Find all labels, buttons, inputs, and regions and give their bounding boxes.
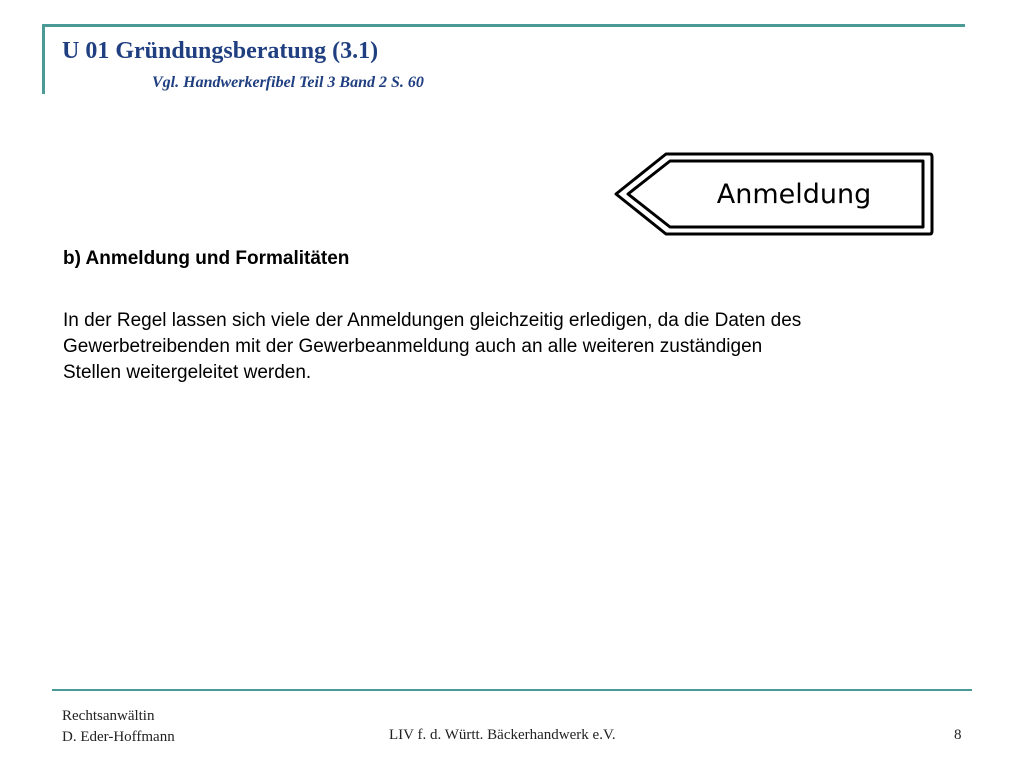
section-heading: b) Anmeldung und Formalitäten [63,248,350,269]
top-rule [42,24,965,27]
paragraph-line: In der Regel lassen sich viele der Anmeldungen gleichzeitig erledigen, da die Daten des [63,310,802,331]
footer-author-name: D. Eder-Hoffmann [62,729,175,745]
slide-title: U 01 Gründungsberatung (3.1) [62,38,379,64]
paragraph-line: Stellen weitergeleitet werden. [63,362,312,383]
page-number: 8 [954,727,962,743]
left-rule [42,24,45,94]
footer-author-title: Rechtsanwältin [62,708,155,724]
direction-sign-arrow-left-icon [612,150,936,238]
slide-subtitle: Vgl. Handwerkerfibel Teil 3 Band 2 S. 60 [152,74,424,91]
paragraph-line: Gewerbetreibenden mit der Gewerbeanmeldung auch an alle weiteren zuständigen [63,336,763,357]
sign-label: Anmeldung [716,179,872,210]
footer-rule [52,689,972,691]
body-paragraph [63,308,963,386]
footer-organization: LIV f. d. Württ. Bäckerhandwerk e.V. [389,727,616,743]
footer-author [62,706,175,748]
